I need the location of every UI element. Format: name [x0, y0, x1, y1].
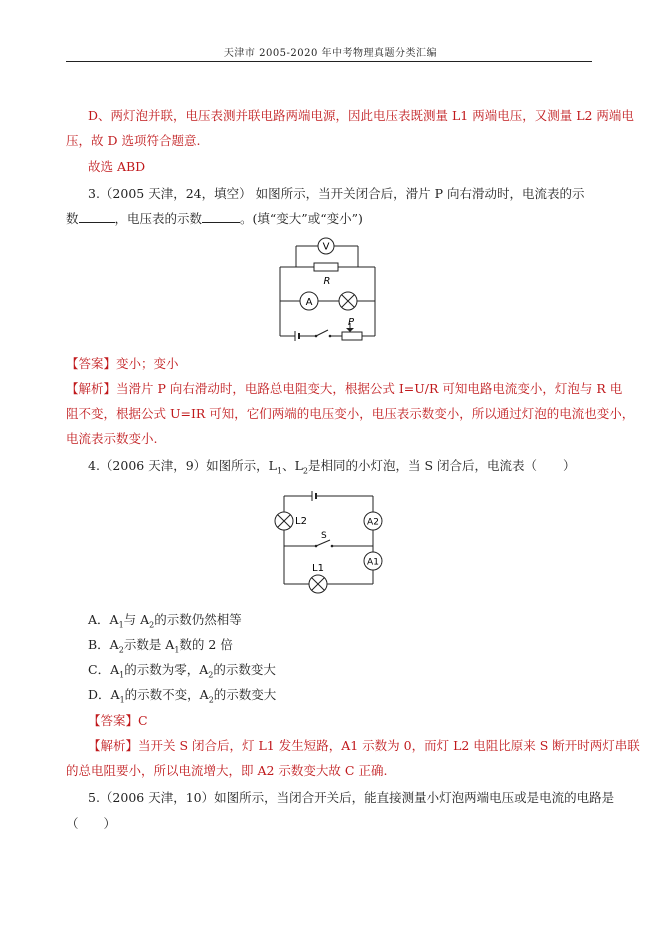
q4-analysis-line2: 的总电阻要小，所以电流增大，即 A2 示数变大故 C 正确.	[66, 763, 388, 778]
option-c-sub1: 1	[119, 670, 125, 680]
option-b-text2: 示数是 A	[123, 637, 175, 652]
option-b-sub2: 1	[174, 645, 180, 655]
q4-answer: 【答案】C	[88, 713, 148, 728]
option-d-text3: 的示数变大	[213, 687, 277, 702]
q5-stem-line2: （ ）	[66, 816, 117, 831]
q4-analysis-line1: 【解析】当开关 S 闭合后，灯 L1 发生短路，A1 示数为 0，而灯 L2 电阻比原来 S 断开时两灯串联	[88, 738, 640, 753]
option-d-explanation-line2: 压，故 D 选项符合题意.	[66, 133, 201, 148]
header-divider	[66, 61, 592, 62]
q3-circuit-diagram	[270, 234, 390, 344]
option-b-sub1: 2	[118, 645, 124, 655]
resistor-icon	[314, 263, 338, 271]
q4-option-b[interactable]	[88, 637, 233, 659]
q4-text-b: 、L	[282, 458, 303, 473]
option-d-text2: 的示数不变，A	[124, 687, 209, 702]
q3-stem-line1: 3.（2005 天津，24，填空） 如图所示，当开关闭合后，滑片 P 向右滑动时，电流表的示	[88, 186, 585, 201]
q4-text-a: 4.（2006 天津，9）如图所示，L	[88, 458, 277, 473]
rheostat-icon	[342, 332, 362, 340]
option-c-text2: 的示数为零，A	[124, 662, 209, 677]
option-c-text3: 的示数变大	[213, 662, 276, 677]
q4-option-a[interactable]	[88, 612, 242, 634]
page-header: 天津市 2005-2020 年中考物理真题分类汇编	[223, 48, 438, 59]
previous-answer: 故选 ABD	[88, 159, 146, 174]
option-d-sub1: 1	[119, 695, 125, 705]
ammeter-label: A	[305, 297, 313, 308]
resistor-label: R	[323, 276, 331, 287]
option-b-text3: 数的 2 倍	[179, 637, 233, 652]
q4-text-d: ）	[562, 458, 576, 473]
q4-option-c[interactable]	[88, 662, 276, 684]
a1-label: A1	[367, 557, 379, 568]
voltmeter-label: V	[322, 241, 330, 253]
q4-text-c: 是相同的小灯泡，当 S 闭合后，电流表（	[307, 458, 537, 473]
option-a-text1: A．A	[88, 612, 119, 627]
q3-analysis-line3: 电流表示数变小.	[66, 431, 158, 446]
q3-text-c: 。(填“变大”或“变小”)	[240, 211, 363, 226]
option-d-text1: D．A	[88, 687, 120, 702]
option-a-text3: 的示数仍然相等	[154, 612, 242, 627]
q4-stem	[88, 458, 576, 480]
option-d-sub2: 2	[208, 695, 214, 705]
option-a-text2: 与 A	[123, 612, 150, 627]
q3-text-a: 数	[66, 211, 79, 226]
q5-stem-line1: 5.（2006 天津，10）如图所示，当闭合开关后，能直接测量小灯泡两端电压或是电流的电路是	[88, 790, 615, 805]
option-d-explanation-line1: D、两灯泡并联，电压表测并联电路两端电源，因此电压表既测量 L1 两端电压，又测量 L2 两端电	[88, 108, 634, 123]
option-b-text1: B．A	[88, 637, 119, 652]
s-label: S	[321, 531, 327, 541]
q3-text-b: ，电压表的示数	[114, 211, 203, 226]
q3-blank-current[interactable]	[79, 211, 115, 223]
q3-blank-voltage[interactable]	[202, 211, 240, 223]
q3-analysis-line1: 【解析】当滑片 P 向右滑动时，电路总电阻变大，根据公式 I=U/R 可知电路电流变小，灯泡与 R 电	[66, 381, 623, 396]
q4-circuit-diagram	[268, 486, 393, 598]
l1-label: L1	[312, 563, 324, 574]
a2-label: A2	[367, 517, 379, 528]
option-c-text1: C．A	[88, 662, 120, 677]
q3-analysis-line2: 阻不变，根据公式 U=IR 可知，它们两端的电压变小，电压表示数变小，所以通过灯泡的电流也变小，	[66, 406, 635, 421]
slider-arrow-icon	[346, 328, 354, 332]
slider-label: P	[348, 317, 355, 328]
option-c-sub2: 2	[208, 670, 214, 680]
q3-stem-line2	[66, 211, 363, 227]
q3-answer: 【答案】变小；变小	[66, 356, 179, 371]
q4-sub1: 1	[276, 466, 283, 476]
option-a-sub1: 1	[118, 620, 124, 630]
l2-label: L2	[295, 516, 307, 527]
q4-sub2: 2	[302, 466, 308, 476]
switch-icon	[316, 330, 328, 336]
option-a-sub2: 2	[149, 620, 155, 630]
q4-option-d[interactable]	[88, 687, 276, 709]
